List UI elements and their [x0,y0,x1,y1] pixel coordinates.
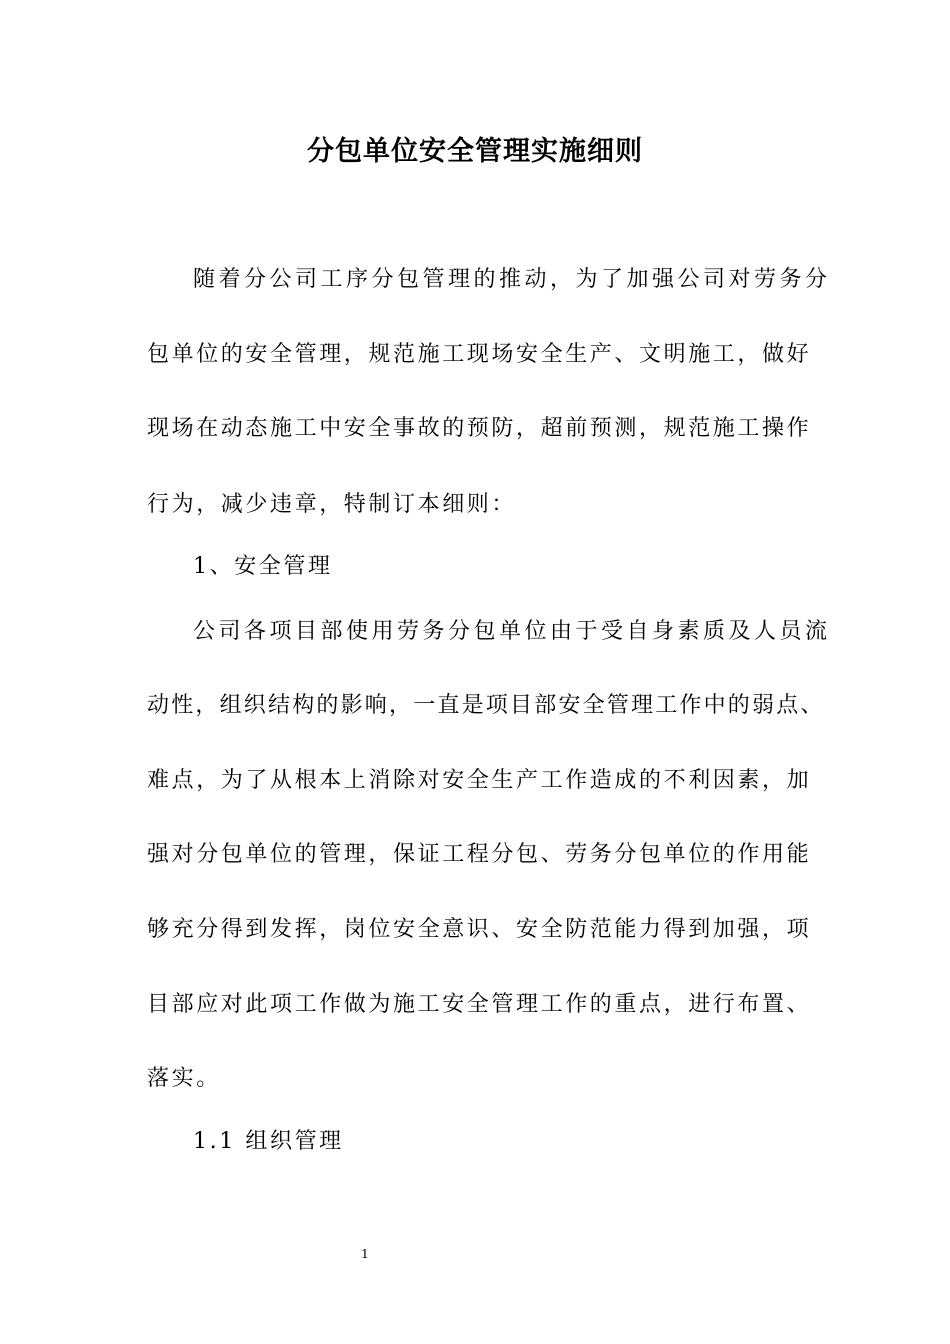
section-heading: 1、安全管理 [193,554,333,579]
page-number: 1 [361,1247,369,1261]
document-title: 分包单位安全管理实施细则 [307,136,643,167]
paragraph-line: 行为，减少违章，特制订本细则： [147,492,517,517]
paragraph-line: 现场在动态施工中安全事故的预防，超前预测，规范施工操作 [147,416,812,441]
paragraph-line: 落实。 [147,1066,221,1091]
paragraph-line: 难点，为了从根本上消除对安全生产工作造成的不利因素，加 [147,768,812,793]
paragraph-line: 包单位的安全管理，规范施工现场安全生产、文明施工，做好 [147,342,812,367]
paragraph-line: 目部应对此项工作做为施工安全管理工作的重点，进行布置、 [147,992,812,1017]
subsection-heading: 1.1 组织管理 [193,1129,344,1154]
paragraph-line: 够充分得到发挥，岗位安全意识、安全防范能力得到加强，项 [147,917,812,942]
paragraph-line: 强对分包单位的管理，保证工程分包、劳务分包单位的作用能 [147,842,812,867]
paragraph-line: 公司各项目部使用劳务分包单位由于受自身素质及人员流 [193,619,831,644]
paragraph-line: 随着分公司工序分包管理的推动，为了加强公司对劳务分 [193,267,831,292]
paragraph-line: 动性，组织结构的影响，一直是项目部安全管理工作中的弱点、 [147,693,825,718]
